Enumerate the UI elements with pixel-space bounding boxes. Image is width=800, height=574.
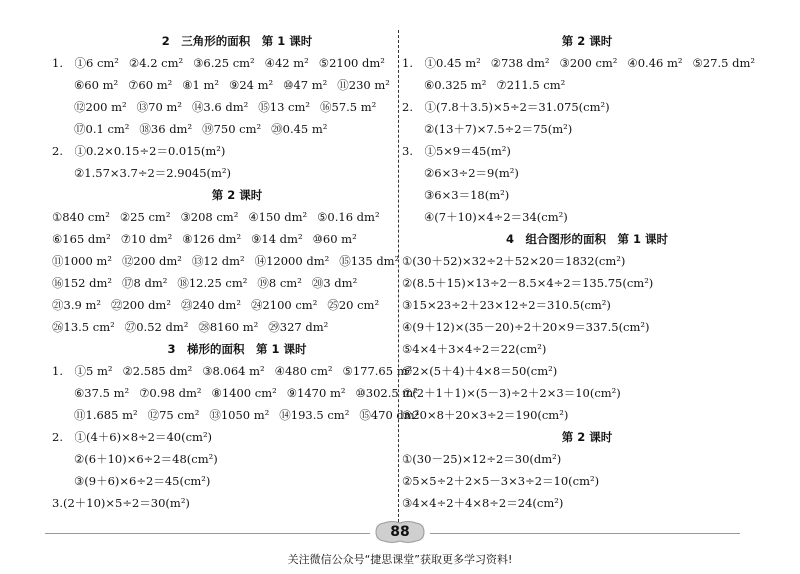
answer-item: ⑫75 cm² bbox=[147, 408, 200, 422]
section-title: 4 组合图形的面积 第 1 课时 bbox=[505, 232, 668, 246]
answer-line bbox=[52, 140, 422, 162]
answer-line bbox=[402, 470, 772, 492]
answer-item: 3. ①5×9＝45(m²) bbox=[402, 144, 511, 158]
answer-item: ⑮470 dm² bbox=[359, 408, 420, 422]
answer-item: ①840 cm² bbox=[52, 210, 110, 224]
answer-item: ⑳0.45 m² bbox=[271, 122, 328, 136]
answer-item: ⑯57.5 m² bbox=[320, 100, 377, 114]
answer-item: ①(30－25)×12÷2＝30(dm²) bbox=[402, 452, 562, 466]
answer-item: ㉔2100 cm² bbox=[250, 298, 318, 312]
answer-line bbox=[52, 382, 422, 404]
answer-item: ⑩47 m² bbox=[283, 78, 328, 92]
answer-item: ③15×23÷2＋23×12÷2＝310.5(cm²) bbox=[402, 298, 611, 312]
answer-line bbox=[52, 404, 422, 426]
answer-item: ⑪230 m² bbox=[337, 78, 390, 92]
answer-item: ⑮13 cm² bbox=[258, 100, 311, 114]
answer-item: ③8.064 m² bbox=[202, 364, 265, 378]
answer-item: ⑦0.98 dm² bbox=[139, 386, 202, 400]
answer-item: ⑥60 m² bbox=[74, 78, 119, 92]
answer-item: ⑭193.5 cm² bbox=[279, 408, 350, 422]
answer-line bbox=[402, 492, 772, 514]
answer-item: ⑰0.1 cm² bbox=[74, 122, 130, 136]
answer-item: ㉗0.52 dm² bbox=[124, 320, 189, 334]
answer-line bbox=[52, 360, 422, 382]
section-title: 第 2 课时 bbox=[561, 34, 613, 48]
answer-item: ⑦60 m² bbox=[128, 78, 173, 92]
answer-item: ④(9＋12)×(35－20)÷2＋20×9＝337.5(cm²) bbox=[402, 320, 650, 334]
section-title: 3 梯形的面积 第 1 课时 bbox=[167, 342, 307, 356]
answer-line bbox=[52, 470, 422, 492]
answer-item: ②25 cm² bbox=[119, 210, 171, 224]
answer-line bbox=[52, 316, 422, 338]
answer-line bbox=[52, 272, 422, 294]
answer-item: ⑤0.16 dm² bbox=[317, 210, 380, 224]
answer-line bbox=[402, 118, 772, 140]
answer-line bbox=[52, 448, 422, 470]
answer-line bbox=[402, 162, 772, 184]
answer-line bbox=[402, 96, 772, 118]
left-column bbox=[52, 30, 422, 514]
answer-item: ⑤4×4＋3×4÷2＝22(cm²) bbox=[402, 342, 547, 356]
answer-item: ⑬1050 m² bbox=[209, 408, 270, 422]
answer-line bbox=[52, 294, 422, 316]
footer-rule-left bbox=[45, 533, 370, 534]
answer-item: ②738 dm² bbox=[490, 56, 550, 70]
answer-item: ⑫200 m² bbox=[74, 100, 127, 114]
answer-item: ⑲8 cm² bbox=[257, 276, 302, 290]
answer-item: ㉑3.9 m² bbox=[52, 298, 101, 312]
answer-item: ⑨1470 m² bbox=[286, 386, 346, 400]
answer-item: ⑥165 dm² bbox=[52, 232, 111, 246]
answer-item: ⑩60 m² bbox=[312, 232, 357, 246]
answer-item: ⑤177.65 m² bbox=[342, 364, 413, 378]
answer-item: ⑧1 m² bbox=[182, 78, 220, 92]
footer-rule-right bbox=[430, 533, 740, 534]
right-column bbox=[402, 30, 772, 514]
answer-line bbox=[402, 140, 772, 162]
answer-item: ⑪1.685 m² bbox=[74, 408, 138, 422]
answer-item: ㉘8160 m² bbox=[198, 320, 259, 334]
answer-line bbox=[402, 52, 772, 74]
section-title: 第 2 课时 bbox=[561, 430, 613, 444]
answer-item: ⑱36 dm² bbox=[139, 122, 193, 136]
answer-item: 3.(2＋10)×5÷2＝30(m²) bbox=[52, 496, 190, 510]
answer-line bbox=[402, 404, 772, 426]
answer-item: ⑭3.6 dm² bbox=[191, 100, 249, 114]
answer-item: ③200 cm² bbox=[559, 56, 618, 70]
answer-line bbox=[402, 74, 772, 96]
answer-line bbox=[402, 382, 772, 404]
answer-item: ⑮135 dm² bbox=[339, 254, 400, 268]
page-number: 88 bbox=[390, 524, 410, 540]
answer-item: ⑧20×8＋20×3÷2＝190(cm²) bbox=[402, 408, 569, 422]
answer-item: 1. ①5 m² bbox=[52, 364, 113, 378]
answer-item: ㉖13.5 cm² bbox=[52, 320, 115, 334]
answer-item: ⑧1400 cm² bbox=[211, 386, 277, 400]
answer-line bbox=[52, 228, 422, 250]
answer-item: ②1.57×3.7÷2＝2.9045(m²) bbox=[74, 166, 232, 180]
answer-line bbox=[402, 206, 772, 228]
answer-item: ⑳3 dm² bbox=[311, 276, 358, 290]
answer-item: 2. ①0.2×0.15÷2＝0.015(m²) bbox=[52, 144, 226, 158]
answer-item: ②(6＋10)×6÷2＝48(cm²) bbox=[74, 452, 218, 466]
answer-line bbox=[52, 118, 422, 140]
answer-item: ⑱12.25 cm² bbox=[177, 276, 248, 290]
page-number-badge bbox=[372, 520, 428, 544]
answer-item: ②5×5÷2＋2×5－3×3÷2＝10(cm²) bbox=[402, 474, 600, 488]
answer-item: ②2.585 dm² bbox=[122, 364, 193, 378]
answer-item: ⑦10 dm² bbox=[120, 232, 173, 246]
answer-line bbox=[402, 272, 772, 294]
answer-line bbox=[402, 360, 772, 382]
answer-item: ⑦(2＋1＋1)×(5－3)÷2＋2×3＝10(cm²) bbox=[402, 386, 621, 400]
answer-item: ②6×3÷2＝9(m²) bbox=[424, 166, 519, 180]
answer-item: ④(7＋10)×4÷2＝34(cm²) bbox=[424, 210, 568, 224]
answer-item: ⑦211.5 cm² bbox=[496, 78, 566, 92]
answer-item: ㉓240 dm² bbox=[180, 298, 241, 312]
answer-item: ⑯152 dm² bbox=[52, 276, 112, 290]
answer-item: ⑨24 m² bbox=[229, 78, 274, 92]
answer-item: ③6.25 cm² bbox=[193, 56, 255, 70]
answer-line bbox=[402, 448, 772, 470]
answer-line bbox=[402, 316, 772, 338]
answer-item: ⑬70 m² bbox=[136, 100, 182, 114]
answer-line bbox=[402, 250, 772, 272]
answer-item: 1. ①0.45 m² bbox=[402, 56, 481, 70]
answer-item: ②(8.5＋15)×13÷2－8.5×4÷2＝135.75(cm²) bbox=[402, 276, 654, 290]
answer-line bbox=[52, 96, 422, 118]
answer-item: ⑫200 dm² bbox=[121, 254, 182, 268]
answer-item: 1. ①6 cm² bbox=[52, 56, 119, 70]
answer-item: ⑲750 cm² bbox=[202, 122, 262, 136]
answer-item: ⑪1000 m² bbox=[52, 254, 112, 268]
answer-item: ㉕20 cm² bbox=[327, 298, 380, 312]
answer-line bbox=[52, 162, 422, 184]
answer-line bbox=[52, 250, 422, 272]
answer-item: ⑥37.5 m² bbox=[74, 386, 130, 400]
answer-item: ③6×3＝18(m²) bbox=[424, 188, 510, 202]
answer-item: ⑩302.5 m² bbox=[355, 386, 418, 400]
answer-line bbox=[52, 74, 422, 96]
answer-item: ⑤2100 dm² bbox=[318, 56, 385, 70]
answer-item: ③4×4÷2＋4×8÷2＝24(cm²) bbox=[402, 496, 564, 510]
answer-item: ㉙327 dm² bbox=[268, 320, 329, 334]
answer-line bbox=[402, 338, 772, 360]
answer-item: ⑥0.325 m² bbox=[424, 78, 487, 92]
answer-item: ㉒200 dm² bbox=[110, 298, 171, 312]
answer-line bbox=[52, 426, 422, 448]
section-title: 2 三角形的面积 第 1 课时 bbox=[161, 34, 313, 48]
answer-item: ③(9＋6)×6÷2＝45(cm²) bbox=[74, 474, 211, 488]
answer-item: ②4.2 cm² bbox=[128, 56, 184, 70]
answer-line bbox=[52, 492, 422, 514]
section-title: 第 2 课时 bbox=[211, 188, 263, 202]
answer-item: ②(13＋7)×7.5÷2＝75(m²) bbox=[424, 122, 573, 136]
answer-item: ⑨14 dm² bbox=[251, 232, 303, 246]
answer-item: ⑧126 dm² bbox=[182, 232, 242, 246]
answer-item: ③208 cm² bbox=[180, 210, 239, 224]
footer-text: 关注微信公众号“捷思课堂”获取更多学习资料! bbox=[287, 553, 513, 566]
column-divider bbox=[398, 30, 399, 522]
answer-item: 2. ①(7.8＋3.5)×5÷2＝31.075(cm²) bbox=[402, 100, 610, 114]
answer-item: 2. ①(4＋6)×8÷2＝40(cm²) bbox=[52, 430, 213, 444]
answer-item: ⑥2×(5＋4)＋4×8＝50(cm²) bbox=[402, 364, 558, 378]
answer-item: ④150 dm² bbox=[248, 210, 308, 224]
answer-line bbox=[402, 294, 772, 316]
answer-item: ④480 cm² bbox=[274, 364, 333, 378]
answer-line bbox=[52, 206, 422, 228]
answer-line bbox=[402, 184, 772, 206]
answer-item: ④42 m² bbox=[264, 56, 309, 70]
answer-item: ⑤27.5 dm² bbox=[692, 56, 755, 70]
answer-item: ①(30＋52)×32÷2＋52×20＝1832(cm²) bbox=[402, 254, 626, 268]
answer-item: ⑬12 dm² bbox=[191, 254, 245, 268]
answer-item: ④0.46 m² bbox=[627, 56, 683, 70]
answer-item: ⑭12000 dm² bbox=[254, 254, 330, 268]
answer-item: ⑰8 dm² bbox=[121, 276, 168, 290]
answer-line bbox=[52, 52, 422, 74]
